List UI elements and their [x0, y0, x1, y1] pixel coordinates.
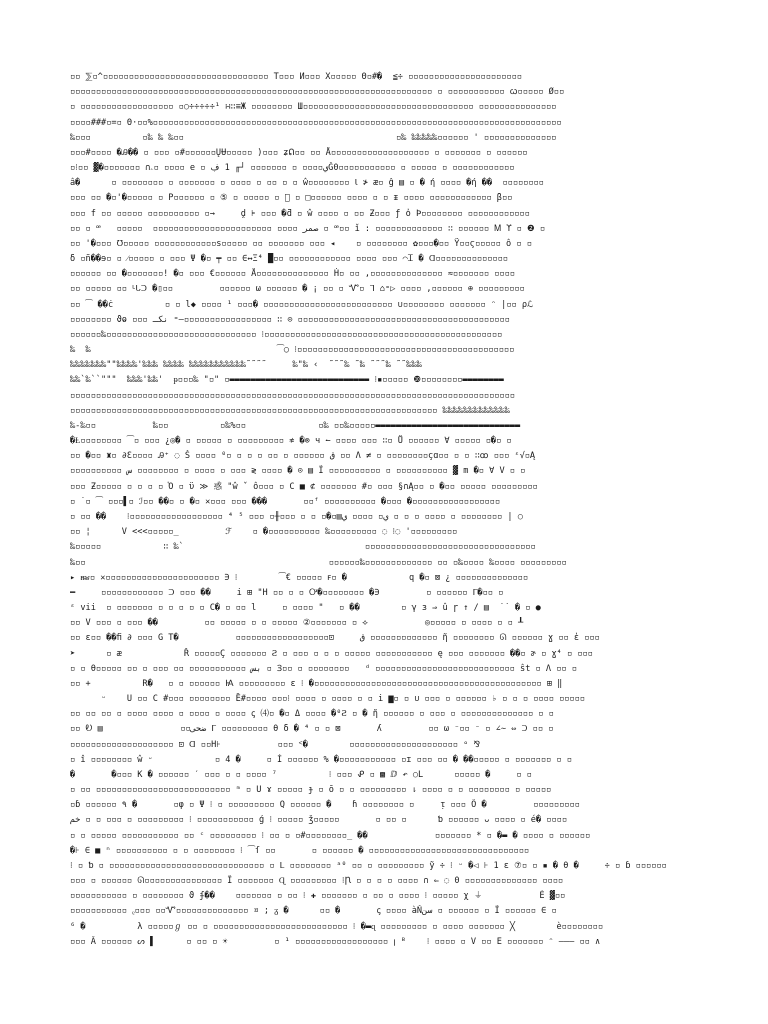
text-line: ▫ ▫ ▫▫▫▫▫ ▫▫▫▫▫▫▫▫▫▫▫ ▫▫ ᶜ ▫▫▫▫▫▫▫▫▫ ⁝ ▫▫ ▫ ▫#▫▫▫▫▫▫▫▫_ �� ▫▫▫▫▫▫▫ * ▫ �▬ � ▫▫▫▫ ▫ ▫▫▫▫▫▫: [70, 830, 591, 841]
text-line: ▫▫▫▫▫▫▫▫ ϑⱺ ▫▫▫ نکـ ⁼‒▫▫▫▫▫▫▫▫▫▫▫▫▫▫▫▫▫ ∷ ⊙ ▫▫▫▫▫▫▫▫▫▫▫▫▫▫▫▫▫▫▫▫▫▫▫▫▫▫▫▫▫▫▫▫▫▫▫▫▫▫▫▫▫: [70, 314, 510, 325]
glyph-text-block: [70, 71, 710, 951]
text-line: δ ▫ñ��ɘ▫ ▫ ⁄▫▫▫▫▫ ▫ ▫▫▫ Ψ �▫ ┯ ▫▫ ∈↔Ξ⁴ █▫▫ ▫▫▫▫▫▫▫▫▫▫▫▫ ▫▫▫▫ ▫▫▫ ⌒Ꮖ � ᗡ▫▫▫▫▫▫▫▫▫▫▫▫▫▫: [70, 254, 508, 265]
text-line: ▫▫▫▫▫▫▫▫▫▫▫ ▫ ▫▫▫▫▫▫▫▫ ϑ ʄ�� ▫▫▫▫▫▫▫ ▫ ▫▫ ⁝ ✚ ▫▫▫▫▫▫▫ ▫ ▫▫ ▫ ▫▫▫▫ ⁝ ▫▫▫▫▫ χ ⏚ É ▓▫▫: [70, 891, 566, 902]
text-line: ▫▫ ▫▫ ▫▫ ▫ ▫▫▫▫ ▫▫▫▫ ▫ ▫▫▫▫ ▫ ▫▫▫▫ ꞔ ⑷▫ �▫ Δ ▫▫▫▫ �⁰Ꙅ ▫ � ῆ ▫▫▫▫▫▫ ▫ ▫▫▫ ▫ ▫▫▫▫▫▫▫▫▫▫▫▫▫▫ ▫ ▫: [70, 709, 554, 720]
text-line: ▫▫ '�▫▫▫ ℧▫▫▫▫▫ ▫▫▫▫▫▫▫▫▫▫▫▫s▫▫▫▫▫ ▫▫ ▫▫▫▫▫▫▫ ▫▫▫ ◂ ▫ ▫▫▫▫▫▫▫▫ ✿▫▫▫�▫▫ Ÿ▫▫ϛ▫▫▫▫▫ ô ▫ ▫: [70, 238, 532, 249]
text-line: ▫▫ ⅀▫^▫▫▫▫▫▫▫▫▫▫▫▫▫▫▫▫▫▫▫▫▫▫▫▫▫▫▫▫▫▫▫▫ T▫▫▫ И▫▫▫ X▫▫▫▫▫ Θ▫#� ≦÷ ▫▫▫▫▫▫▫▫▫▫▫▫▫▫▫▫▫▫▫▫▫▫: [70, 72, 522, 82]
text-line: ▫▫▫▫###▫=▫ Θ·▫▫%▫▫▫▫▫▫▫▫▫▫▫▫▫▫▫▫▫▫▫▫▫▫▫▫▫▫▫▫▫▫▫▫▫▫▫▫▫▫▫▫▫▫▫▫▫▫▫▫▫▫▫▫▫▫▫▫▫▫▫▫▫▫▫▫▫▫▫▫▫▫▫▫▫▫▫▫▫▫▫: [70, 117, 562, 128]
text-line: �Ⱡ▫▫▫▫▫▫▫▫ ⁀▫ ▫▫▫ ¿◎� ▫ ▫▫▫▫▫ ▫ ▫▫▫▫▫▫▫▫▫ ≉ �⊗ ч ↼ ▫▫▫▫ ▫▫▫ ∷▫ Ů ▫▫▫▫▫▫ ∀ ▫▫▫▫▫ ▫�▫ ▫: [70, 436, 512, 447]
text-line: ▫ ▫▫▫▫▫▫▫▫▫▫▫▫▫▫▫▫▫▫ ▫○÷÷÷÷÷¹ ∺∷≡Ж ▫▫▫▫▫▫▫▫ Ш▫▫▫▫▫▫▫▫▫▫▫▫▫▫▫▫▫▫▫▫▫▫▫▫▫▫▫▫▫▫▫▫▫ ▫▫▫▫▫▫▫▫▫▫▫▫▫▫▫: [70, 102, 557, 113]
text-line: ━ ▫▫▫▫▫▫▫▫▫▫▫▫ ᑐ ▫▫▫ �� i ⊞ "H ▫▫ ▫ ▫ Ꭴ�▫▫▫▫▫▫▫▫ �∋ ▫ ▫▫▫▫▫▫ ᒥ�▫▫ ▫: [70, 587, 504, 598]
text-line: ▫▫▫▫▫▫▫▫▫▫▫ ᵨ▫▫▫ ▫▫Ꮙ▫▫▫▫▫▫▫▫▫▫▫▫▫▫ ¤ ; ᵹ � ▫▫ � ꞔ ▫▫▫▫ àŇسن ▫ ▫▫▫▫▫▫ ▫ Ĩ ▫▫▫▫▫▫ ∈ ▫: [70, 906, 557, 917]
text-line: ᵋ vii ▫ ▫▫▫▫▫▫▫ ▫ ▫ ▫ ▫ ▫ C� ▫ ▫▫ l ▫ ▫▫▫▫ " ▫ �� ▫ γ ɜ ⇒ û ɼ ↑ / ▤ ˙˙ � ▫ ●: [70, 603, 541, 614]
text-line: ▫▫▫▫▫▫▫▫▫▫ س ▫▫▫▫▫▫▫▫ ▫ ▫▫▫▫ ▫ ▫▫▫ ≷ ▫▫▫▫ � ⊙ ▤ Ĩ ▫▫▫▫▫▫▫▫▫▫ ▫ ▫▫▫▫▫▫▫▫▫▫ ▓ m �▫ ∀ V ▫ ▫: [70, 466, 526, 477]
text-line: ▫▫ �▫▫ ♜▫ ∂Ɛ▫▫▫▫ Ꭿ⁺ ◌ Š ▫▫▫▫ ⁰▫ ▫ ▫ ▫ ▫▫ ▫ ▫▫▫▫▫▫ ق ▫▫ Λ ≠ ▫ ▫▫▫▫▫▫▫▫çɑ▫▫ ▫ ▫ ∷ꝏ ▫▫▫ ᵋ√▫Ą: [70, 451, 536, 462]
text-line: ▫▫▫▫▫▫‰▫▫▫▫▫▫▫▫▫▫▫▫▫▫▫▫▫▫▫▫▫▫▫▫▫▫▫▫▫ ⁝▫▫▫▫▫▫▫▫▫▫▫▫▫▫▫▫▫▫▫▫▫▫▫▫▫▫▫▫▫▫▫▫▫▫▫▫▫▫▫▫▫▫▫▫▫▫: [70, 329, 503, 340]
text-line: ▫▫▫#▫▫▫▫ �Ꭿ�� ▫ ▫▫▫ ▫#▫▫▫▫▫▫ŲɄ▫▫▫▫▫ )▫▫▫ ʑᕠ▫▫ ▫▫ Å▫▫▫▫▫▫▫▫▫▫▫▫▫▫▫▫▫▫▫ ▫ ▫▫▫▫▫▫▫ ▫ ▫▫▫▫▫▫: [70, 147, 528, 158]
text-line: � �▫▫▫ K � ▫▫▫▫▫▫ ′ ▫▫▫ ▫ ▫ ▫▫▫▫ ⁷ ⁝ ▫▫▫ ᕵ ▫ ▩ ⅅ ↶ ○L ▫▫▫▫▫ � ▫ ▫: [70, 769, 532, 780]
text-line: ▫▫▫▫▫▫▫▫▫▫▫▫▫▫▫▫▫▫▫▫▫▫▫▫▫▫▫▫▫▫▫▫▫▫▫▫▫▫▫▫▫▫▫▫▫▫▫▫▫▫▫▫▫▫▫▫▫▫▫▫▫▫▫▫▫▫▫▫▫▫ ▫ ▫▫▫▫▫▫▫▫▫▫▫ ꞷ▫▫▫▫▫ Ø▫▫: [70, 87, 565, 98]
text-line: ▫▫▫▫▫▫▫▫▫▫▫▫▫▫▫▫▫▫▫▫▫▫▫▫▫▫▫▫▫▫▫▫▫▫▫▫▫▫▫▫▫▫▫▫▫▫▫▫▫▫▫▫▫▫▫▫▫▫▫▫▫▫▫▫▫▫▫▫▫▫▫ ‰‰‰‰‰‰‰‰‰‰‰‰‰: [70, 405, 510, 416]
text-line: ➤ ▫ æ Ř ▫▫▫▫▫Ç ▫▫▫▫▫▫▫ Ꙅ ▫ ▫▫▫ ▫ ▫ ▫ ▫▫▫▫▫ ▫▫▫▫▫▫▫▫▫▫▫ ę ▫▫▫ ▫▫▫▫▫▫▫ ��▫ ɚ ▫ ɣ⁴ ▫ ▫▫▫: [70, 648, 593, 659]
text-line: ▫▫▫▫▫▫▫▫▫▫▫▫▫▫▫▫▫▫▫▫▫▫▫▫▫▫▫▫▫▫▫▫▫▫▫▫▫▫▫▫▫▫▫▫▫▫▫▫▫▫▫▫▫▫▫▫▫▫▫▫▫▫▫▫▫▫▫▫▫▫▫▫▫▫▫▫▫▫▫▫▫▫▫▫▫▫: [70, 390, 515, 401]
text-line: ▫▫▫ f ▫▫ ▫▫▫▫▫ ▫▫▫▫▫▫▫▫▫▫ ▫→ ḓ ⊧ ▫▫▫ �ƌ ▫ ŵ ▫▫▫▫ ▫ ▫▫ Ƶ▫▫▫ ƒ ὀ Þ▫▫▫▫▫▫▫▫ ▫▫▫▫▫▫▫▫▫▫▫▫: [70, 208, 530, 219]
text-line: ▫▫▫ Ƶ▫▫▫▫▫ ▫ ▫ ▫ ▫ Ὁ ▫ ϋ ≫ 惑 "ŵ ˇ ô▫▫▫ ▫ C ■ ⊄ ▫▫▫▫▫▫▫ #▫ ▫▫▫ §∩Ą▫▫ ▫ �▫▫ ▫▫▫▫▫ ▫▫▫▫▫▫▫▫▫: [70, 481, 538, 492]
text-line: ▫▫▫ Â ▫▫▫▫▫▫ ᔕ ▌ ▫ ▫▫ ▫ ☀ ▫ ¹ ▫▫▫▫▫▫▫▫▫▫▫▫▫▫▫▫▫▫ ꞁ ᴮ ⁝ ▫▫▫▫ ▫ V ▫▫ E ▫▫▫▫▫▫▫ ᵔ ——— ▫▫ ∧: [70, 936, 601, 947]
text-line: ▫▫ ⁀ ��ċ ▫ ▫ l◆ ▫▫▫▫ ¹ ▫▫▫� ▫▫▫▫▫▫▫▫▫▫▫▫▫▫▫▫▫▫▫▫▫▫▫▫▫ ∪▫▫▫▫▫▫▫▫ ▫▫▫▫▫▫▫ ᵔ |▫▫ ρℒ: [70, 299, 534, 310]
text-line: �⊦ ∈ ■ ⁿ ▫▫▫▫▫▫▫▫▫▫ ▫ ▫ ▫▫▫▫▫▫▫▫ ⁝ ⁀ſ ▫▫ ▫ ▫▫▫▫▫▫ � ▫▫▫▫▫▫▫▫▫▫▫▫▫▫▫▫▫▫▫▫▫▫▫▫▫▫▫▫▫▫▫: [70, 845, 530, 856]
text-line: ‰▫▫ ▫▫▫▫▫▫‰▫▫▫▫▫▫▫▫▫▫▫▫▫ ▫▫ ▫‰▫▫▫▫ ‰▫▫▫▫ ▫▫▫▫▫▫▫▫▫: [70, 557, 567, 568]
text-line: â� ▫ ▫▫▫▫▫▫▫▫ ▫ ▫▫▫▫▫▫▫ ▫ ▫▫▫▫ ▫ ▫▫ ▫ ▫ ŵ▫▫▫▫▫▫▫▫ Ꙇ ≯ æ▫ ĝ ▤ ▫ � ή ▫▫▫▫ �ή �� ▫▫▫▫▫▫▫▫: [70, 178, 544, 189]
text-line: ▫▫ ¦ V <<<▫▫▫▫▫_ ℱ ▫ �▫▫▫▫▫▫▫▫▫▫ ‰▫▫▫▫▫▫▫▫▫ ◌ ⁝◌ '▫▫▫▫▫▫▫▫▫: [70, 527, 458, 538]
text-line: ▫▫▫ ▫ ▫▫▫▫▫▫ ᘏ▫▫▫▫▫▫▫▫▫▫▫▫▫▫▫ Ĩ ▫▫▫▫▫▫▫ Ɋ ▫▫▫▫▫▫▫▫▫ ⁝Ꞃ ▫ ▫ ▫ ▫ ▫▫▫▫ ∩ ⇐ ◌ 0 ▫▫▫▫▫▫▫▫▫▫▫▫▫▫ ▫▫▫▫: [70, 876, 564, 887]
text-line: ▫ ▫▫ �� ⁝▫▫▫▫▫▫▫▫▫▫▫▫▫▫▫▫▫▫ ي▫ ▫▫▫▫ ي▤▫�▫ ▫ ▫ ▫▫▫╫▫ ▫▫▫ ⁵ ⁴ ▫ ▫ ▫ ▫▫▫▫ ▫ ▫▫▫▫▫▫▫▫ | ○: [70, 512, 523, 522]
text-line: ‰-‰▫▫ ‰▫▫ ▫‰%▫▫ ▫‰ ▫▫‰▫▫▫▫▫▬▬▬▬▬▬▬▬▬▬▬▬▬▬▬▬▬▬▬▬▬▬▬▬▬▬▬▬: [70, 420, 521, 431]
text-line: ▫▫▫ ▫▫ �▫'�▫▫▫▫▫ ▫ P▫▫▫▫▫▫ ▫ ⑤ ▫ ▫▫▫▫▫ ▫ ᪾ ▫ □▫▫▫▫▫▫ ▫▫▫▫ ▫ ▫ ᵻ ▫▫▫▫ ▫▫▫▫▫▫▫▫▫▫▫▫ β▫▫: [70, 193, 513, 204]
text-line: ▫▫ Ꭷ ▤ ▫▫ضحى ᒥ ▫▫▫▫▫▫▫▫▫ θ δ � ⁴ ▫ ▫ ⊠ ʎ ▫▫ ω ⁻▫▫ ⁻ ▫ ∠∼ ⇔ Ↄ ▫▫ ▫: [70, 724, 554, 735]
text-line: ▫ ▫ θ▫▫▫▫▫ ▫▫ ▫ ▫▫▫ ▫▫ ▫▫▫▫▫▫▫▫▫▫▫ بس ▫ Ɜ▫▫ ▫ ▫▫▫▫▫▫▫▫ ᵈ ▫▫▫▫▫▫▫▫▫▫▫▫▫▫▫▫▫▫▫▫▫▫▫▫▫▫▫ ŝt ▫ Λ ▫▫ ▫: [70, 663, 577, 674]
text-line: ▫ î ▫▫▫▫▫▫▫▫ ŵ ᵕ ▫ 4 � ▫ Í ▫▫▫▫▫▫ % �▫▫▫▫▫▫▫▫▫▫▫ ▫ɪ ▫▫▫ ▫▫ � ��▫▫▫▫▫ ▫ ▫▫▫▫▫▫▫ ▫ ▫: [70, 754, 572, 765]
text-line: خم ▫ ▫ ▫▫▫ ▫ ▫▫▫▫▫▫▫▫▫ ⁝ ▫▫▫▫▫▫▫▫▫▫▫ ǵ ⁝ ▫▫▫▫▫ ǯ▫▫▫▫▫ ▫ ▫▫ ▫ ƅ ▫▫▫▫▫▫ ᴗ ▫▫▫▫ ▫ é� ▫▫▫▫: [70, 815, 567, 826]
text-line: ᵕ U ▫▫ C #▫▫▫ ▫▫▫▫▫▫▫▫ Ȅ#▫▫▫▫ ▫▫▫⁝ ▫▫▫▫ ▫ ▫▫▫▫ ▫ ▫ i ▆▫ ▫ ∪ ▫▫▫ ▫ ▫▫▫▫▫▫ ♭ ▫ ▫ ▫ ▫▫▫▫ ▫▫▫▫▫: [70, 694, 585, 705]
text-line: ‰ ‰ ⁀◯ ⁝▫▫▫▫▫▫▫▫▫▫▫▫▫▫▫▫▫▫▫▫▫▫▫▫▫▫▫▫▫▫▫▫▫▫▫▫▫▫▫▫▫▫: [70, 345, 515, 356]
text-line: ▫▫ ɛ▫▫ ��ﬁ ∂ ▫▫▫ G T� ▫▫▫▫▫▫▫▫▫▫▫▫▫▫▫▫▫▫⊡ ق ▫▫▫▫▫▫▫▫▫▫▫▫▫ ῆ ▫▫▫▫▫▫▫▫ ᘏ ▫▫▫▫▫▫ ɣ ▫▫ ἑ ▫▫▫: [70, 633, 600, 644]
text-line: ‰▫▫▫▫▫ ∷ ‰` ▫▫▫▫▫▫▫▫▫▫▫▫▫▫▫▫▫▫▫▫▫▫▫▫▫▫▫▫▫▫▫▫▫: [70, 542, 536, 553]
text-line: ▫▫ V ▫▫▫ ▫ ▫▫▫ �� ▫▫ ▫▫▫▫▫ ▫ ▫ ▫▫▫▫▫ ②▫▫▫▫▫▫▫ ▫ ⟡ ◎▫▫▫▫▫ ▫ ▫▫▫▫ ▫ ▫ ┸: [70, 618, 524, 629]
text-line: ▫▫▫▫▫▫▫▫▫▫▫▫▫▫▫▫▫▫▫▫ ⊡ ᗡ ▫▫H⊦ ▫▫▫ ᑉ� ▫▫▫▫▫▫▫▫▫▫▫▫▫▫▫▫▫▫▫▫▫ ᵒ ⅋: [70, 739, 481, 750]
text-line: ▫▫ ▫▫▫▫▫ ▫▫ ᒻᒐᑐ �▯▫▫ ▫▫▫▫▫▫ ω ▫▫▫▫▫▫ � ¡ ▫▫ ▫ Ꮙ▫ ᒣ ⌂⁼▷ ▫▫▫▫ ,▫▫▫▫▫▫ ⊕ ▫▫▫▫▫▫▫▫▫: [70, 284, 525, 295]
text-line: ‰‰`‰``""" ‰‰‰'‰‰' ᵽ▫▫▫‰ "▫" ▫▬▬▬▬▬▬▬▬▬▬▬▬▬▬▬▬▬▬▬▬▬▬▬▬▬▬▬ ⁝▪▫▫▫▫▫ ❿▫▫▫▫▫▫▫▫▬▬▬▬▬▬▬▬: [70, 375, 504, 386]
text-line: ‰▫▫▫ ▫‰ ‰ ‰▫▫ ▫‰ ‰‰‰‰‰▫▫▫▫▫▫ ' ▫▫▫▫▫▫▫▫▫▫▫▫▫▫: [70, 132, 557, 143]
text-line: ▫▫ ▫ ꟹ ▫▫▫▫▫ ▫▫▫▫▫▫▫▫▫▫▫▫▫▫▫▫▫▫▫▫▫▫▫ ▫▫▫▫ صمر ▫ ꟹ▫▫ ǐ : ▫▫▫▫▫▫▫▫▫▫▫▫▫ ∷ ▫▫▫▫▫▫ Ꮇ ϒ ▫ ❷ ▫: [70, 223, 546, 234]
text-line: ▫⁝▫▫ ▓�▫▫▫▫▫▫▫ ∩ۦ▫ ▫▫▫▫ e ▫ ي▫▫▫▫ ▫ ▫▫▫▫▫▫▫ ┘╓ 1 ڣĞ0▫▫▫▫▫▫▫▫▫▫▫ ▫ ▫▫▫▫▫ ▫ ▫▫▫▫▫▫▫▫▫▫▫▫: [70, 163, 515, 174]
text-line: ▫ ˙▫ ⁀ ▫▫▫▌▫ ℐ▫▫ ��▫ ▫ �▫ ✕▫▫▫ ▫▫▫ ��� ▫▫ᶠ ▫▫▫▫▫▫▫▫▫▫ �▫▫▫ �▫▫▫▫▫▫▫▫▫▫▫▫▫▫▫▫▫: [70, 496, 501, 507]
text-line: ▫ ▫▫ ▫▫▫▫▫▫▫▫▫▫▫▫▫▫▫▫▫▫▫▫▫▫▫▫▫▫ ᵐ ▫ U ɤ ▫▫▫▫▫ ɟ ▫ ō ▫ ▫ ▫▫▫▫▫▫▫▫▫ ⇂ ▫▫▫▫ ▫ ▫ ▫▫▫▫▫▫▫▫ ▫ ▫▫▫▫▫: [70, 785, 552, 796]
text-line: ⁶ � λ ▫▫▫▫▫ℊ ▫▫ ▫ ▫▫▫▫▫▫▫▫▫▫▫▫▫▫▫▫▫▫▫▫▫▫▫▫▫▫ ⁝ �▬ɋ ▫▫▫▫▫▫▫▫▫ ▫ ▫▫▫▫ ▫▫▫▫▫▫▫ ╳ è▫▫▫▫▫▫▫▫: [70, 921, 604, 932]
text-line: ▸ ᵯᵳ▫ ✕▫▫▫▫▫▫▫▫▫▫▫▫▫▫▫▫▫▫▫▫▫▫ ∋ ⁝ ⁀€ ▫▫▫▫▫ ꜰ▫ � q �▫ ⊠ ¿ ▫▫▫▫▫▫▫▫▫▫▫▫▫▫: [70, 572, 529, 583]
text-line: ▫ɓ ▫▫▫▫▫▫ ٩ � ▫φ ▫ Ψ ⁝ ▫ ▫▫▫▫▫▫▫▫▫ Q ▫▫▫▫▫▫ � ɦ ▫▫▫▫▫▫▫▫ ▫ ᴉ ▫▫▫ Ô � ▫▫▫▫▫▫▫▫▫: [70, 800, 580, 811]
text-line: ▫▫▫▫▫▫ ▫▫ �▫▫▫▫▫▫▫! �▫ ▫▫▫ €▫▫▫▫▫▫ Å▫▫▫▫▫▫▫▫▫▫▫▫▫▫ Ḣ▫ ▫▫ ,▫▫▫▫▫▫▫▫▫▫▫▫▫▫ ≈▫▫▫▫▫▫▫ ▫▫▫▫: [70, 269, 515, 280]
text-line: ▫▫ + R� ▫ ▫ ▫▫▫▫▫▫ Ꙗ ▫▫▫▫▫▫▫▫▫ ε ⁝ �▫▫▫▫▫▫▫▫▫▫▫▫▫▫▫▫▫▫▫▫▫▫▫▫▫▫▫▫▫▫▫▫▫▫▫▫▫▫▫▫▫▫▫▫ ⊞ ‖: [70, 678, 563, 689]
text-line: ‰‰‰‰‰‰‰""‰‰‰‰'‰‰‰ ‰‰‰‰ ‰‰‰‰‰‰‰‰‰‰‰˜˜˜˜ ‰"‰ ‹ ˜˜˜‰ ˜‰ ˜˜˜‰ ˜˜‰‰‰: [70, 360, 422, 371]
text-line: ⁝ ▫ ƅ ▫ ▫▫▫▫▫▫▫▫▫▫▫▫▫▫▫▫▫▫▫▫▫▫▫▫▫▫▫▫▫▫ ▫ ᒪ ▫▫▫▫▫▫▫▫ ᵃ⁰ ▫▫ ▫ ▫▫▫▫▫▫▫▫▫ ỹ ÷ ⁝ ᵕ �◁ ⊦ 1 ɛ ⑦▫ ▫ ▪ � θ � ÷ ▫ ɓ ▫▫▫▫▫▫: [70, 860, 667, 871]
